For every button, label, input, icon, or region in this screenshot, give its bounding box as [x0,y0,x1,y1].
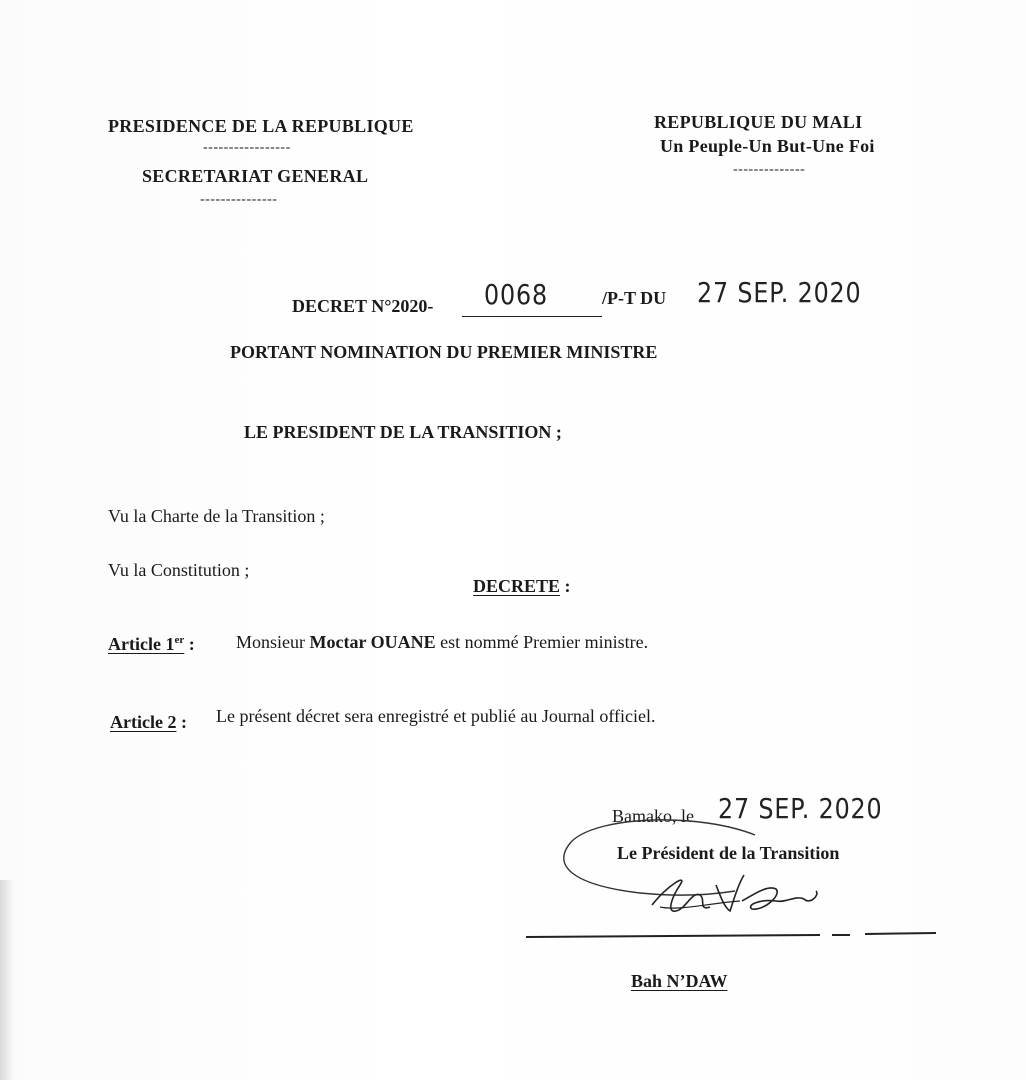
header-left-separator-1: ----------------- [203,140,291,155]
decree-date: 27 SEP. 2020 [697,276,862,309]
decree-number-blank [462,316,602,317]
decrete-word: DECRETE [473,576,561,596]
article-2-colon: : [176,712,187,732]
header-left-title: PRESIDENCE DE LA REPUBLIQUE [108,116,414,136]
signature-stroke-3 [742,888,817,909]
article-2-body: Le présent décret sera enregistré et publié au Journal officiel. [216,706,656,726]
header-left-separator-2: --------------- [200,192,278,207]
closing-place: Bamako, le [612,806,694,826]
article-1-label: Article 1er [108,634,185,654]
header-right-separator: -------------- [733,162,806,177]
vu-constitution: Vu la Constitution ; [108,560,250,580]
decree-prefix: DECRET N°2020- [292,296,434,316]
vu-charte: Vu la Charte de la Transition ; [108,506,325,526]
decrete-heading [473,576,571,597]
signatory-name: Bah N’DAW [631,971,728,991]
decree-number: 0068 [484,278,548,311]
article-1-colon: : [184,634,195,654]
stamp-arc [564,820,755,895]
signature-drawing [520,815,940,950]
closing-date: 27 SEP. 2020 [718,792,883,825]
article-2 [110,712,187,733]
article-1-sup: er [174,634,185,646]
decrete-colon: : [560,576,571,596]
nominee-name: Moctar OUANE [309,632,436,652]
header-right-title: REPUBLIQUE DU MALI [654,112,863,132]
decree-middle: /P-T DU [602,288,667,308]
decree-subject: PORTANT NOMINATION DU PREMIER MINISTRE [230,342,658,362]
header-right-motto: Un Peuple-Un But-Une Foi [660,136,875,156]
decree-authority: LE PRESIDENT DE LA TRANSITION ; [244,422,562,442]
article-1-body: Monsieur Moctar OUANE est nommé Premier ministre. [236,632,649,652]
article-1 [108,634,195,655]
signature-line [526,933,936,937]
header-left-subtitle: SECRETARIAT GENERAL [142,166,369,186]
article-2-label: Article 2 [110,712,177,732]
closing-title: Le Président de la Transition [617,843,840,863]
page-edge-shadow [0,880,14,1080]
